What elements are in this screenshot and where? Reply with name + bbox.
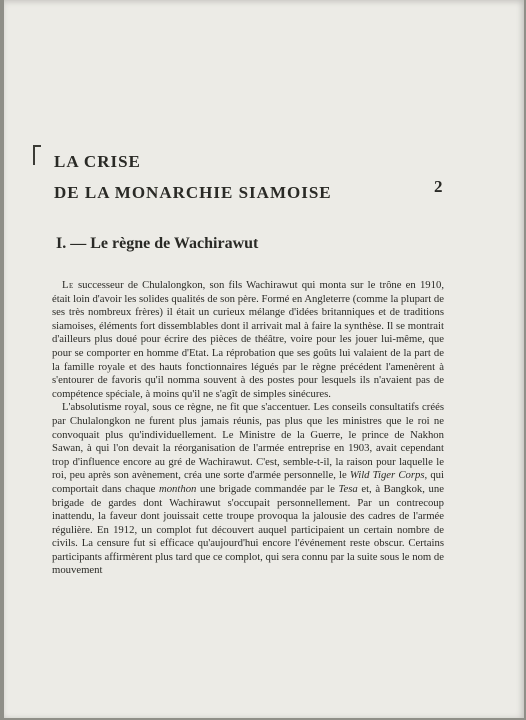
chapter-title-line-1: LA CRISE <box>54 152 141 171</box>
paragraph-1-lead-word: Le <box>62 279 74 291</box>
paragraph-2-text-b: , qui comportait dans chaque <box>52 469 444 495</box>
wild-tiger-corps-term: Wild Tiger Corps <box>349 469 425 482</box>
paragraph-2-text-a: L'absolutisme royal, sous ce règne, ne fit que s'accentuer. Les conseils consultatifs créés par Chulalongkon ne furent plus jamais réunis, pas plus que les ministres que le roi ne convoquait plus qu'individuellement. Le Ministre de la Guerre, le prince de Nakhon Sawan, à qui l'on devait la réorganisation de l'armée entreprise en 1903, avait cependant trop d'influence encore au gré de Wachirawut. C'est, semble-t-il, la raison pour laquelle le roi, peu après son avènement, créa une sorte d'armée personnelle, le <box>52 401 444 482</box>
margin-bracket-mark <box>33 145 41 165</box>
book-page <box>4 0 524 718</box>
paragraph-2-text-d: et, à Bangkok, une brigade de gardes dont Wachirawut s'occupait personnellement. Par un contrecoup inattendu, la faveur dont jouissait cette troupe provoqua la jalousie des cadres de l'armée régulière. En 1912, un complot fut découvert auquel participaient un certain nombre de civils. La censure fut si efficace qu'aujourd'hui encore l'événement reste obscur. Certains participants affirmèrent plus tard que ce complot, qui sera connu par la suite sous le nom de mouvement <box>52 482 444 577</box>
chapter-title-line-2: DE LA MONARCHIE SIAMOISE <box>54 183 332 202</box>
chapter-number: 2 <box>434 177 443 196</box>
tesa-term: Tesa <box>338 482 358 495</box>
paragraph-1 <box>52 279 444 401</box>
body-text <box>52 279 444 578</box>
monthon-term: monthon <box>158 482 197 495</box>
paragraph-2 <box>52 401 444 578</box>
section-heading: I. — Le règne de Wachirawut <box>56 235 259 252</box>
paragraph-1-text: successeur de Chulalongkon, son fils Wachirawut qui monta sur le trône en 1910, était loin d'avoir les solides qualités de son père. Formé en Angleterre (comme la plupart de ses très nombreux frères) il était un curieux mélange d'idées britanniques et de traditions siamoises, éléments fort dissemblables dont il arrivait mal à faire la synthèse. Il se montrait d'ailleurs plus doué pour écrire des pièces de théâtre, voire pour les jouer lui-même, que pour se comporter en homme d'Etat. La réprobation que ses goûts lui valaient de la part de la famille royale et des hauts fonctionnaires légués par le règne précédent l'amenèrent à s'entourer de favoris qu'il nomma souvent à des postes pour lesquels ils n'avaient pas de compétence spéciale, à moins qu'il ne s'agît de simples sinécures. <box>52 279 444 400</box>
chapter-title <box>54 146 454 208</box>
paragraph-2-text-c: une brigade commandée par le <box>196 482 339 495</box>
